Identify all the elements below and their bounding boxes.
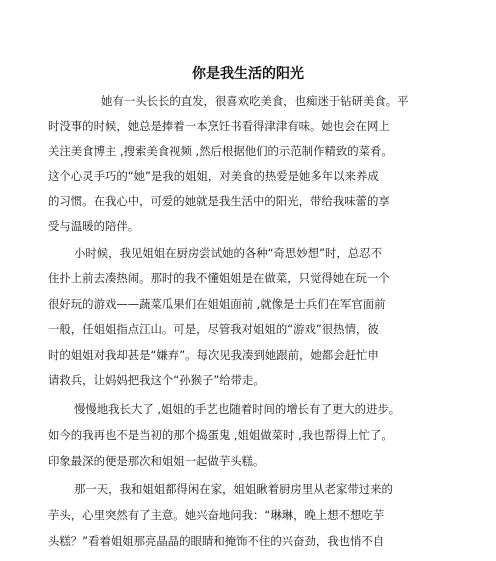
text-line: 时没事的时候，她总是捧着一本烹饪书看得津津有味。她也会在网上 <box>48 119 390 133</box>
text-line: 一般，任姐姐指点江山。可是，尽管我对姐姐的“游戏”很热情，彼 <box>48 322 379 336</box>
text-line: 这个心灵手巧的“她”是我的姐姐，对美食的热爱是她多年以来养成 <box>48 169 379 183</box>
text-line: 那一天，我和姐姐都得闲在家，姐姐瞅着厨房里从老家带过来的 <box>74 482 393 496</box>
text-line: 请救兵，让妈妈把我这个“孙猴子”给带走。 <box>48 373 265 387</box>
text-line: 关注美食博主 ,搜索美食视频 ,然后根据他们的示范制作精致的菜肴。 <box>48 144 393 158</box>
text-line: 印象最深的便是那次和姐姐一起做芋头糕。 <box>48 454 265 468</box>
text-line: 如今的我再也不是当初的那个捣蛋鬼 ,姐姐做菜时 ,我也帮得上忙了。 <box>48 428 393 442</box>
text-line: 住扑上前去凑热闹。那时的我不懂姐姐是在做菜，只觉得她在玩一个 <box>48 271 390 285</box>
document-title: 你是我生活的阳光 <box>192 66 304 82</box>
text-line: 很好玩的游戏——蔬菜瓜果们在姐姐面前 ,就像是士兵们在军官面前 <box>48 297 386 311</box>
text-line: 小时候，我见姐姐在厨房尝试她的各种“奇思妙想”时，总忍不 <box>74 246 382 260</box>
text-line: 慢慢地我长大了 ,姐姐的手艺也随着时间的增长有了更大的进步。 <box>74 402 401 416</box>
text-line: 的习惯。在我心中，可爱的她就是我生活中的阳光，带给我味蕾的享 <box>48 194 390 208</box>
text-line: 时的姐姐对我却甚是“嫌弃”。每次见我凑到她跟前，她都会赶忙申 <box>48 348 379 362</box>
text-line: 头糕？”看着姐姐那亮晶晶的眼睛和掩饰不住的兴奋劲，我也悄不自 <box>48 534 385 548</box>
text-line: 她有一头长长的直发，很喜欢吃美食，也痴迷于钻研美食。平 <box>101 94 409 108</box>
text-line: 受与温暖的陪伴。 <box>48 219 140 233</box>
text-line: 芋头，心里突然有了主意。她兴奋地问我：“琳琳，晚上想不想吃芋 <box>48 508 385 522</box>
